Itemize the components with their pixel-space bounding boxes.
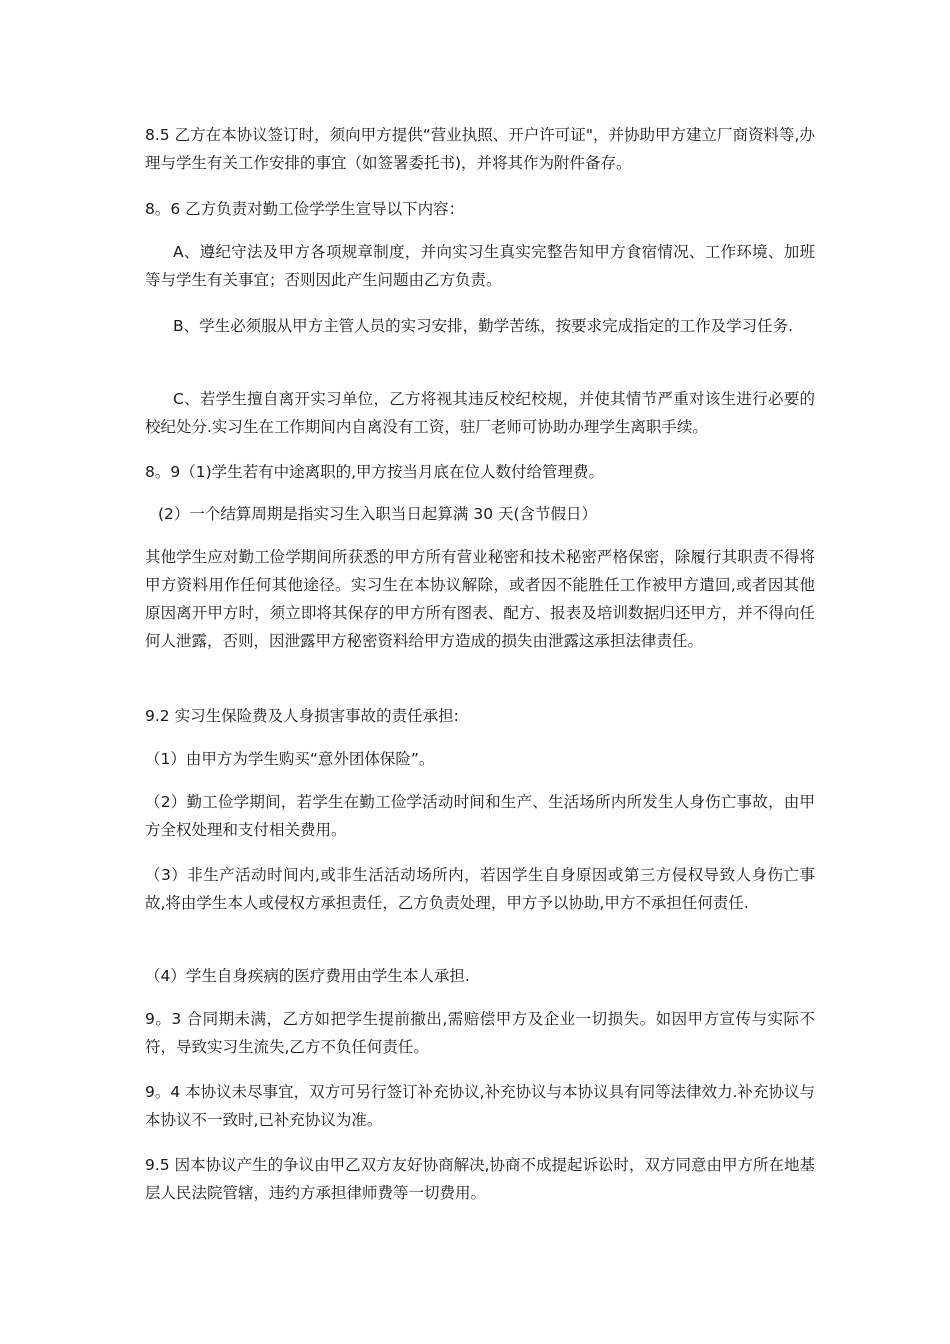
paragraph-8-6: 8。6 乙方负责对勤工俭学学生宣导以下内容：	[145, 200, 465, 218]
paragraph-9-2-3: （3）非生产活动时间内,或非生活活动场所内，若因学生自身原因或第三方侵权导致人身伤亡事故,将由学生本人或侵权方承担责任，乙方负责处理，甲方予以协助,甲方不承担任何责任.	[145, 866, 815, 912]
paragraph-8-6-c: C、若学生擅自离开实习单位，乙方将视其违反校纪校规，并使其情节严重对该生进行必要的校纪处分.实习生在工作期间内自离没有工资，驻厂老师可协助办理学生离职手续。	[145, 390, 815, 436]
paragraph-8-6-b: B、学生必须服从甲方主管人员的实习安排，勤学苦练，按要求完成指定的工作及学习任务.	[173, 317, 794, 335]
paragraph-9-3: 9。3 合同期未满，乙方如把学生提前撤出,需赔偿甲方及企业一切损失。如因甲方宣传与实际不符，导致实习生流失,乙方不负任何责任。	[145, 1010, 815, 1056]
paragraph-9-4: 9。4 本协议未尽事宜，双方可另行签订补充协议,补充协议与本协议具有同等法律效力.补充协议与本协议不一致时,已补充协议为准。	[145, 1083, 816, 1129]
paragraph-8-9-1: 8。9（1)学生若有中途离职的,甲方按当月底在位人数付给管理费。	[145, 463, 605, 481]
paragraph-8-5: 8.5 乙方在本协议签订时，须向甲方提供“营业执照、开户许可证"，并协助甲方建立厂商资料等,办理与学生有关工作安排的事宜（如签署委托书)，并将其作为附件备存。	[145, 126, 815, 172]
paragraph-8-9-2: (2）一个结算周期是指实习生入职当日起算满 30 天(含节假日）	[158, 505, 598, 523]
paragraph-9-2-2: （2）勤工俭学期间，若学生在勤工俭学活动时间和生产、生活场所内所发生人身伤亡事故，由甲方全权处理和支付相关费用。	[145, 793, 815, 839]
paragraph-9-2: 9.2 实习生保险费及人身损害事故的责任承担:	[145, 707, 459, 725]
paragraph-8-6-a: A、遵纪守法及甲方各项规章制度，并向实习生真实完整告知甲方食宿情况、工作环境、加班等与学生有关事宜；否则因此产生问题由乙方负责。	[145, 243, 815, 289]
paragraph-9-2-4: （4）学生自身疾病的医疗费用由学生本人承担.	[145, 967, 470, 985]
paragraph-9-2-1: （1）由甲方为学生购买“意外团体保险”。	[145, 750, 435, 768]
paragraph-confidentiality: 其他学生应对勤工俭学期间所获悉的甲方所有营业秘密和技术秘密严格保密，除履行其职责不得将甲方资料用作任何其他途径。实习生在本协议解除，或者因不能胜任工作被甲方遣回,或者因其他原因离开甲方时，须立即将其保存的甲方所有图表、配方、报表及培训数据归还甲方，并不得向任何人泄露，否则，因泄露甲方秘密资料给甲方造成的损失由泄露这承担法律责任。	[145, 548, 815, 650]
paragraph-9-5: 9.5 因本协议产生的争议由甲乙双方友好协商解决,协商不成提起诉讼时，双方同意由甲方所在地基层人民法院管辖，违约方承担律师费等一切费用。	[145, 1156, 816, 1202]
